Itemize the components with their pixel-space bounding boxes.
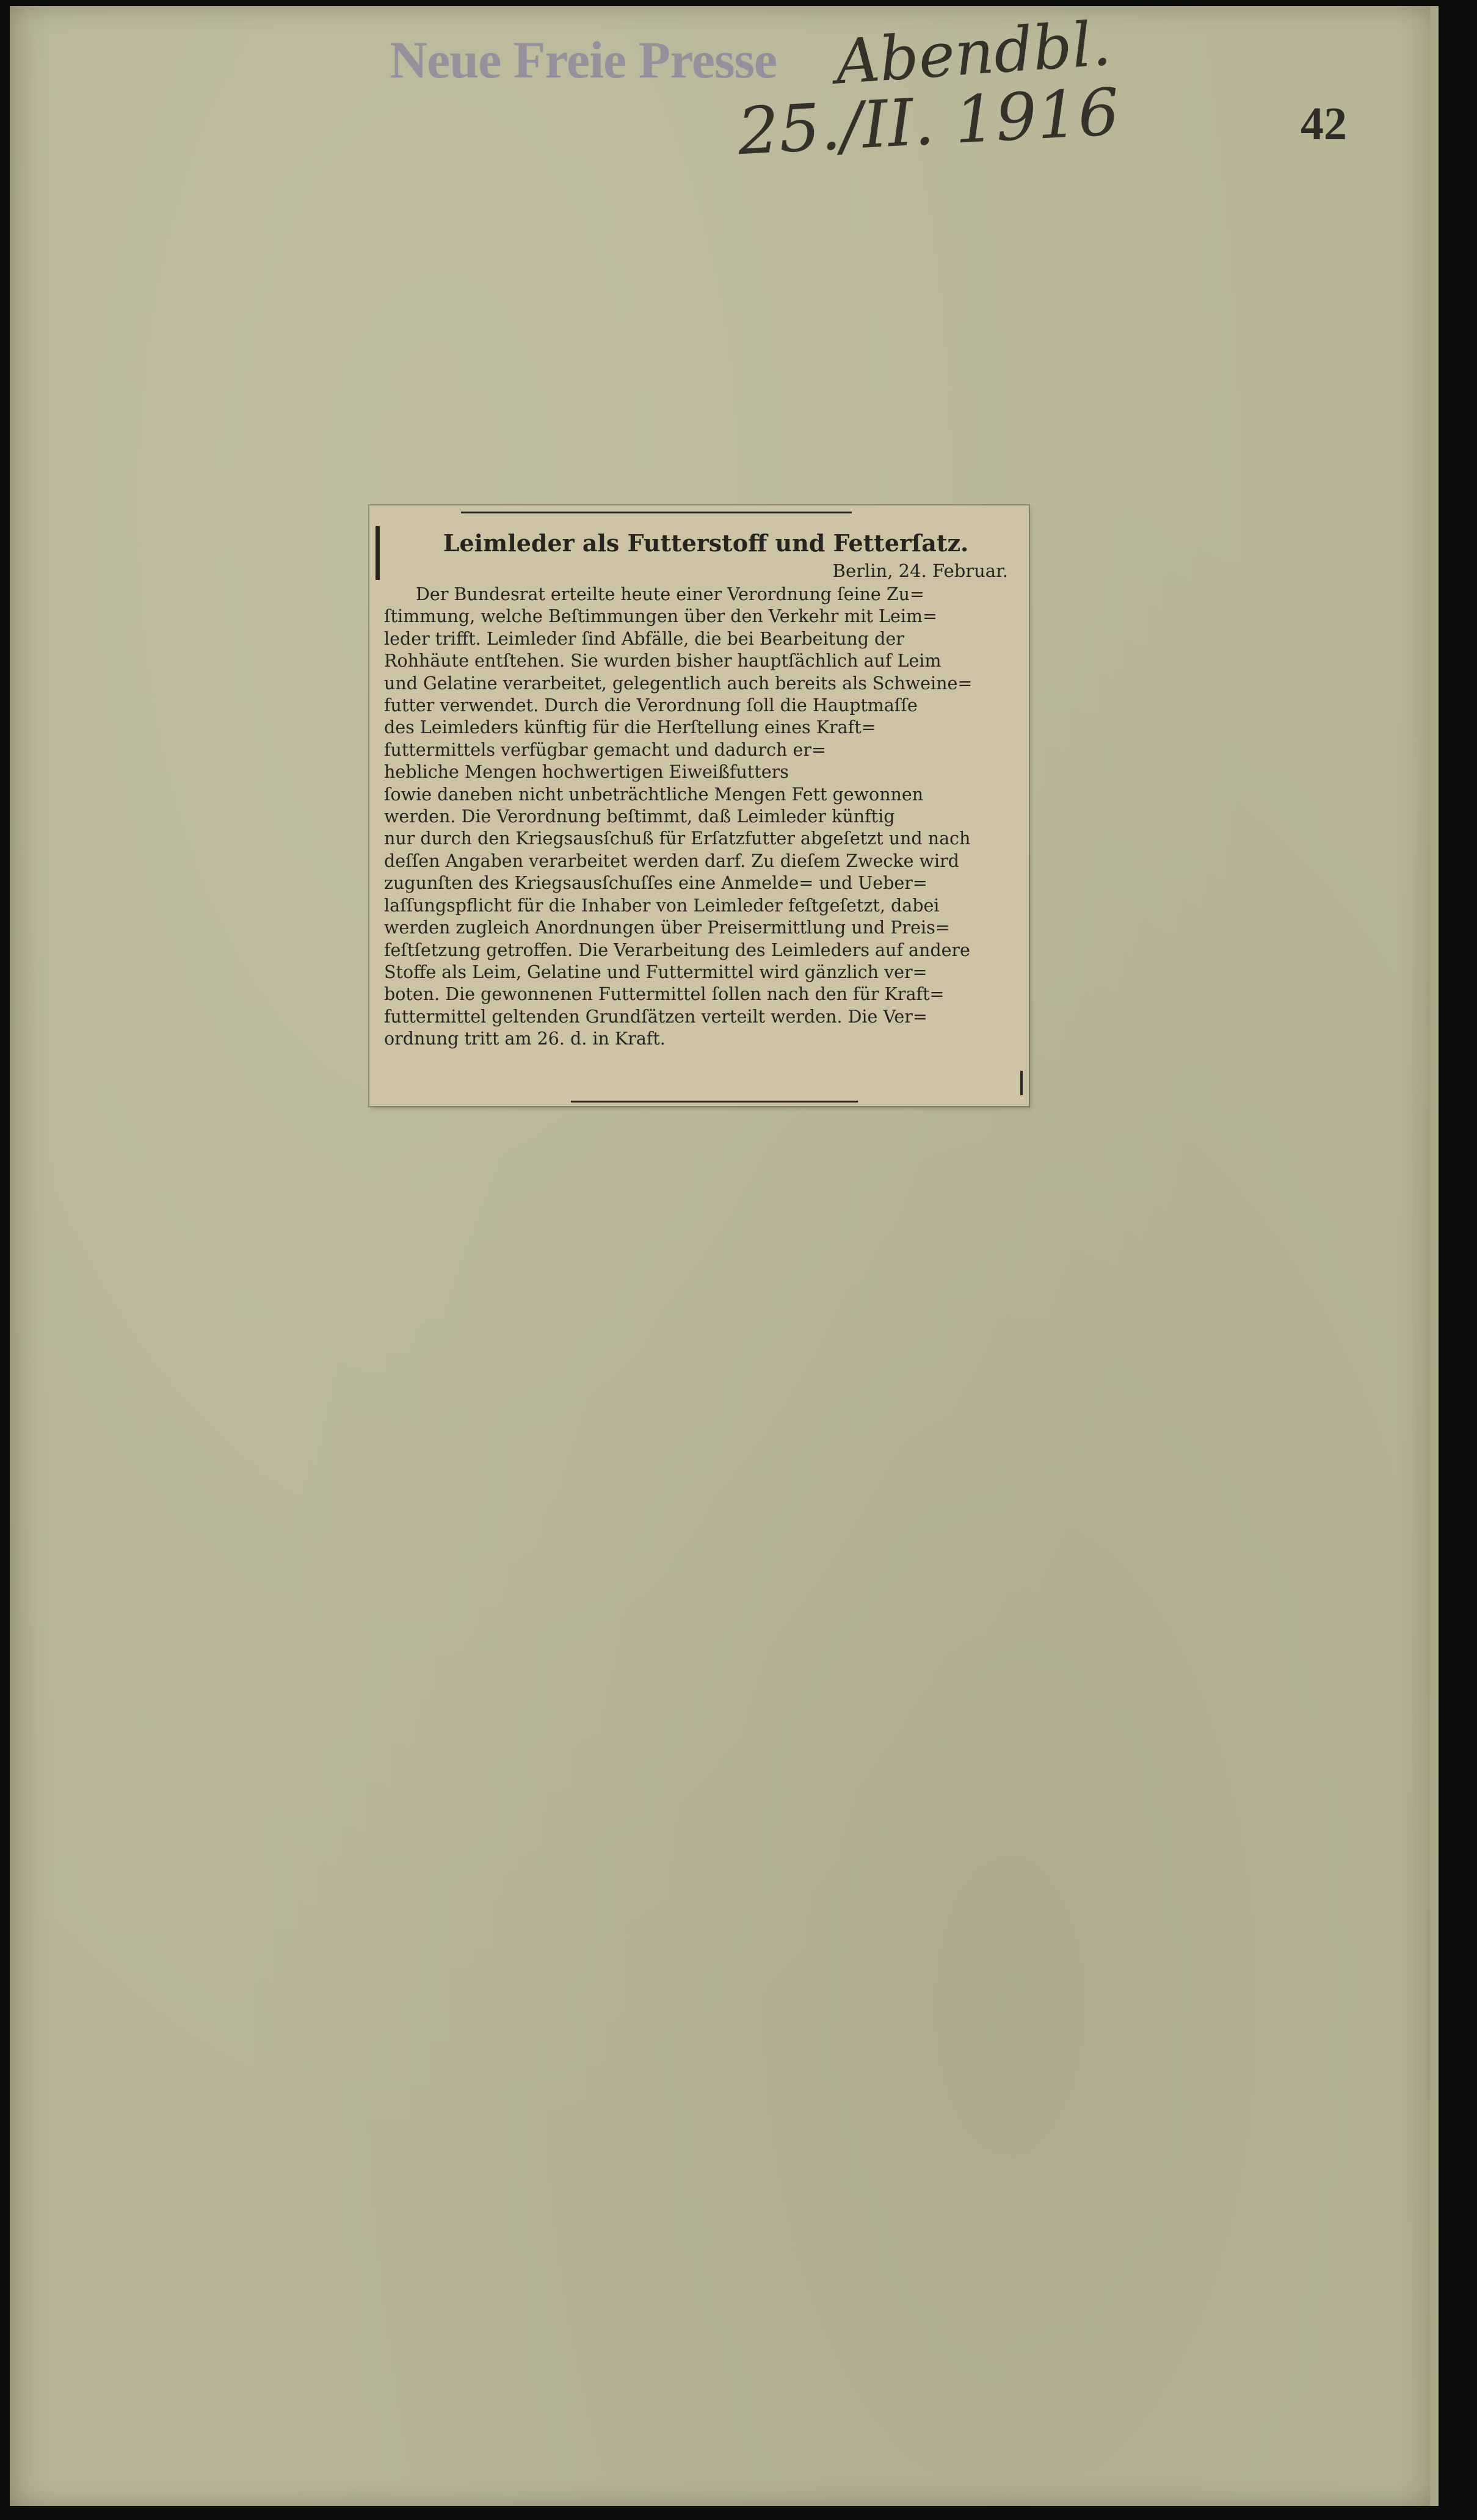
clipping-line: ſtimmung, welche Beſtimmungen über den Verkehr mit Leim=	[384, 606, 937, 627]
clipping-line: leder trifft. Leimleder ſind Abfälle, die bei Bearbeitung der	[384, 628, 904, 649]
clipping-body	[384, 584, 1015, 1051]
clipping-line: boten. Die gewonnenen Futtermittel ſollen nach den für Kraft=	[384, 984, 945, 1005]
clipping-right-rule	[1020, 1071, 1023, 1095]
clipping-bottom-rule	[571, 1101, 858, 1102]
handwritten-edition-note: Abendbl.	[833, 7, 1114, 98]
newspaper-stamp: Neue Freie Presse	[390, 31, 777, 89]
clipping-line: futtermittels verfügbar gemacht und dadurch er=	[384, 739, 826, 760]
clipping-left-rule	[376, 526, 380, 580]
sheet-edge	[1430, 6, 1439, 2506]
clipping-line: futtermittel geltenden Grundſätzen verteilt werden. Die Ver=	[384, 1006, 927, 1027]
clipping-top-rule	[461, 512, 852, 513]
page-number: 42	[1301, 98, 1347, 150]
clipping-line: hebliche Mengen hochwertigen Eiweißfutters	[384, 762, 789, 783]
clipping-line: werden. Die Verordnung beſtimmt, daß Leimleder künftig	[384, 806, 895, 827]
clipping-line: zugunſten des Kriegsausſchuſſes eine Anmelde= und Ueber=	[384, 873, 927, 894]
clipping-line: Stoffe als Leim, Gelatine und Futtermittel wird gänzlich ver=	[384, 961, 927, 982]
clipping-line: ordnung tritt am 26. d. in Kraft.	[384, 1029, 666, 1049]
handwritten-date-note: 25./II. 1916	[736, 74, 1121, 170]
clipping-dateline: Berlin, 24. Februar.	[832, 560, 1008, 581]
clipping-line: des Leimleders künftig für die Herſtellung eines Kraft=	[384, 717, 876, 738]
clipping-line: ſowie daneben nicht unbeträchtliche Mengen Fett gewonnen	[384, 784, 924, 805]
clipping-line: feſtſetzung getroffen. Die Verarbeitung des Leimleders auf andere	[384, 940, 970, 960]
clipping-line: nur durch den Kriegsausſchuß für Erſatzfutter abgeſetzt und nach	[384, 828, 971, 849]
clipping-line: und Gelatine verarbeitet, gelegentlich auch bereits als Schweine=	[384, 673, 973, 693]
newspaper-clipping	[369, 505, 1029, 1106]
archive-sheet	[10, 6, 1439, 2506]
clipping-line: Der Bundesrat erteilte heute einer Verordnung ſeine Zu=	[416, 584, 924, 604]
clipping-line: futter verwendet. Durch die Verordnung ſoll die Hauptmaſſe	[384, 695, 918, 716]
clipping-line: deſſen Angaben verarbeitet werden darf. Zu dieſem Zwecke wird	[384, 850, 959, 871]
clipping-line: werden zugleich Anordnungen über Preisermittlung und Preis=	[384, 918, 950, 938]
clipping-line: laſſungspflicht für die Inhaber von Leimleder feſtgeſetzt, dabei	[384, 895, 940, 916]
clipping-title: Leimleder als Futterstoff und Fetterſatz.	[443, 529, 969, 557]
clipping-line: Rohhäute entſtehen. Sie wurden bisher hauptſächlich auf Leim	[384, 651, 942, 672]
